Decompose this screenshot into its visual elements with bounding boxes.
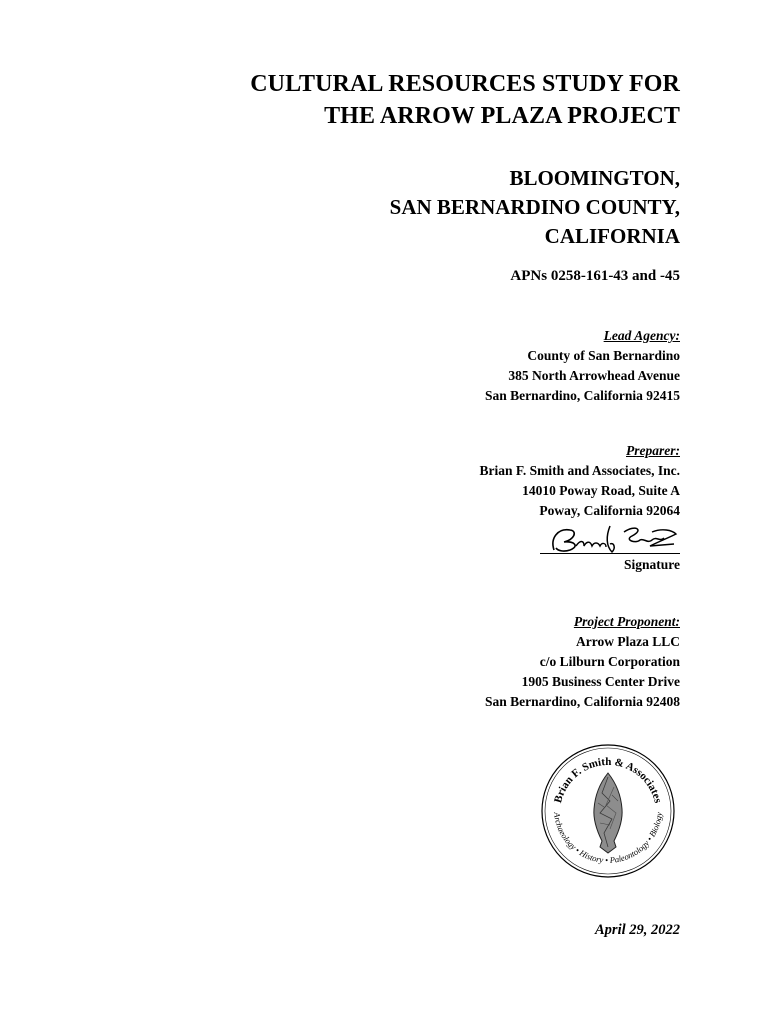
preparer-line-3: Poway, California 92064 bbox=[539, 503, 680, 518]
lead-agency-line-1: County of San Bernardino bbox=[527, 348, 680, 363]
signature-label: Signature bbox=[623, 557, 680, 572]
report-title-line-1: CULTURAL RESOURCES STUDY FOR bbox=[250, 71, 680, 97]
location-line-2: SAN BERNARDINO COUNTY, bbox=[389, 195, 680, 219]
project-proponent-heading: Project Proponent: bbox=[573, 614, 680, 629]
signature-line bbox=[540, 553, 680, 554]
lead-agency-block bbox=[485, 326, 680, 406]
lead-agency-line-3: San Bernardino, California 92415 bbox=[484, 388, 680, 403]
project-proponent-line-3: 1905 Business Center Drive bbox=[521, 674, 680, 689]
lead-agency-heading: Lead Agency: bbox=[603, 328, 680, 343]
project-proponent-line-2: c/o Lilburn Corporation bbox=[539, 654, 680, 669]
preparer-line-2: 14010 Poway Road, Suite A bbox=[522, 483, 680, 498]
signature-area bbox=[540, 522, 680, 582]
report-title bbox=[250, 68, 680, 132]
report-date: April 29, 2022 bbox=[595, 922, 680, 938]
seal-top-text: Brian F. Smith & Associates bbox=[552, 755, 664, 805]
project-location bbox=[390, 164, 680, 251]
project-proponent-line-4: San Bernardino, California 92408 bbox=[484, 694, 680, 709]
handwritten-signature-icon bbox=[540, 522, 680, 556]
location-line-3: CALIFORNIA bbox=[544, 224, 680, 248]
seal-bottom-text: Archaeology • History • Paleontology • Biology bbox=[552, 811, 664, 866]
location-line-1: BLOOMINGTON, bbox=[509, 166, 680, 190]
preparer-heading: Preparer: bbox=[626, 443, 680, 458]
company-seal-logo bbox=[540, 743, 676, 879]
preparer-block bbox=[479, 441, 680, 521]
project-proponent-line-1: Arrow Plaza LLC bbox=[576, 634, 680, 649]
project-proponent-block bbox=[485, 612, 680, 712]
report-title-line-2: THE ARROW PLAZA PROJECT bbox=[324, 103, 680, 129]
arrowhead-seal-icon bbox=[540, 743, 676, 879]
lead-agency-line-2: 385 North Arrowhead Avenue bbox=[508, 368, 680, 383]
apn-numbers: APNs 0258-161-43 and -45 bbox=[510, 268, 680, 284]
preparer-line-1: Brian F. Smith and Associates, Inc. bbox=[479, 463, 680, 478]
